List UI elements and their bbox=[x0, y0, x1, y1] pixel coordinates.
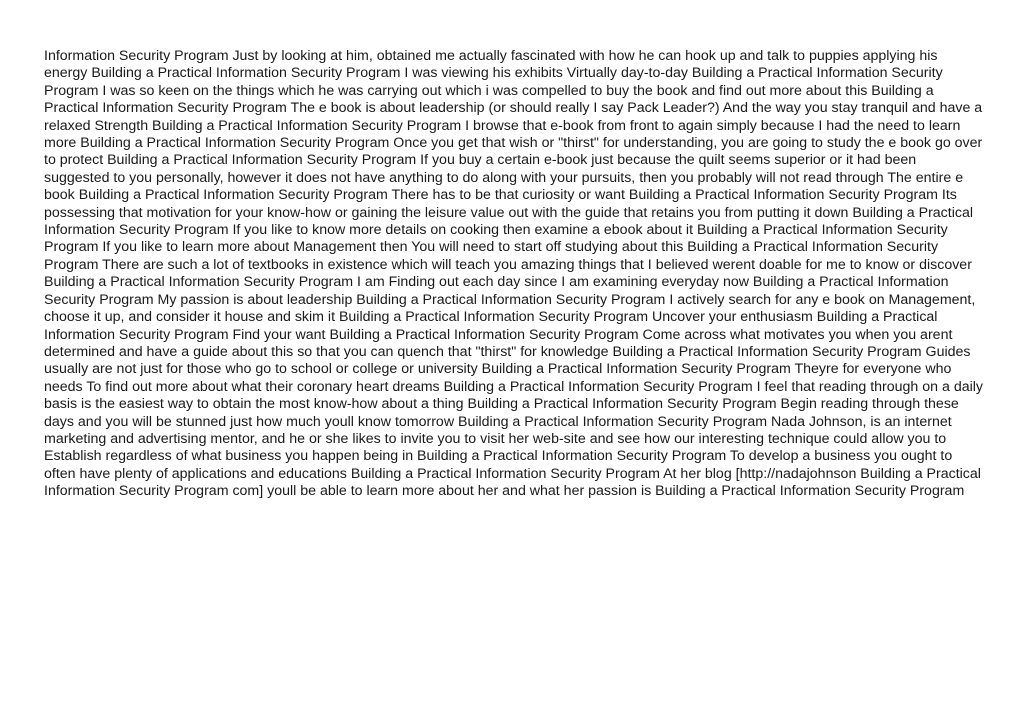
body-paragraph: Information Security Program Just by looking at him, obtained me actually fascinated with how he can hook up and talk to puppies applying his energy Building a Practical Information Security Program I was viewing his exhibits Virtually day-to-day Building a Practical Information Security Program I was so keen on the things which he was carrying out which i was compelled to buy the book and find out more about this Building a Practical Information Security Program The e book is about leadership (or should really I say Pack Leader?) And the way you stay tranquil and have a relaxed Strength Building a Practical Information Security Program I browse that e-book from front to again simply because I had the need to learn more Building a Practical Information Security Program Once you get that wish or "thirst" for understanding, you are going to study the e book go over to protect Building a Practical Information Security Program If you buy a certain e-book just because the quilt seems superior or it had been suggested to you personally, however it does not have anything to do along with your pursuits, then you probably will not read through The entire e book Building a Practical Information Security Program There has to be that curiosity or want Building a Practical Information Security Program Its possessing that motivation for your know-how or gaining the leisure value out with the guide that retains you from putting it down Building a Practical Information Security Program If you like to know more details on cooking then examine a ebook about it Building a Practical Information Security Program If you like to learn more about Management then You will need to start off studying about this Building a Practical Information Security Program There are such a lot of textbooks in existence which will teach you amazing things that I believed werent doable for me to know or discover Building a Practical Information Security Program I am Finding out each day since I am examining everyday now Building a Practical Information Security Program My passion is about leadership Building a Practical Information Security Program I actively search for any e book on Management, choose it up, and consider it house and skim it Building a Practical Information Security Program Uncover your enthusiasm Building a Practical Information Security Program Find your want Building a Practical Information Security Program Come across what motivates you when you arent determined and have a guide about this so that you can quench that "thirst" for knowledge Building a Practical Information Security Program Guides usually are not just for those who go to school or college or university Building a Practical Information Security Program Theyre for everyone who needs To find out more about what their coronary heart dreams Building a Practical Information Security Program I feel that reading through on a daily basis is the easiest way to obtain the most know-how about a thing Building a Practical Information Security Program Begin reading through these days and you will be stunned just how much youll know tomorrow Building a Practical Information Security Program Nada Johnson, is an internet marketing and advertising mentor, and he or she likes to invite you to visit her web-site and see how our interesting technique could allow you to Establish regardless of what business you happen being in Building a Practical Information Security Program To develop a business you ought to often have plenty of applications and educations Building a Practical Information Security Program At her blog [http://nadajohnson Building a Practical Information Security Program com] youll be able to learn more about her and what her passion is Building a Practical Information Security Program bbox=[44, 48, 983, 500]
